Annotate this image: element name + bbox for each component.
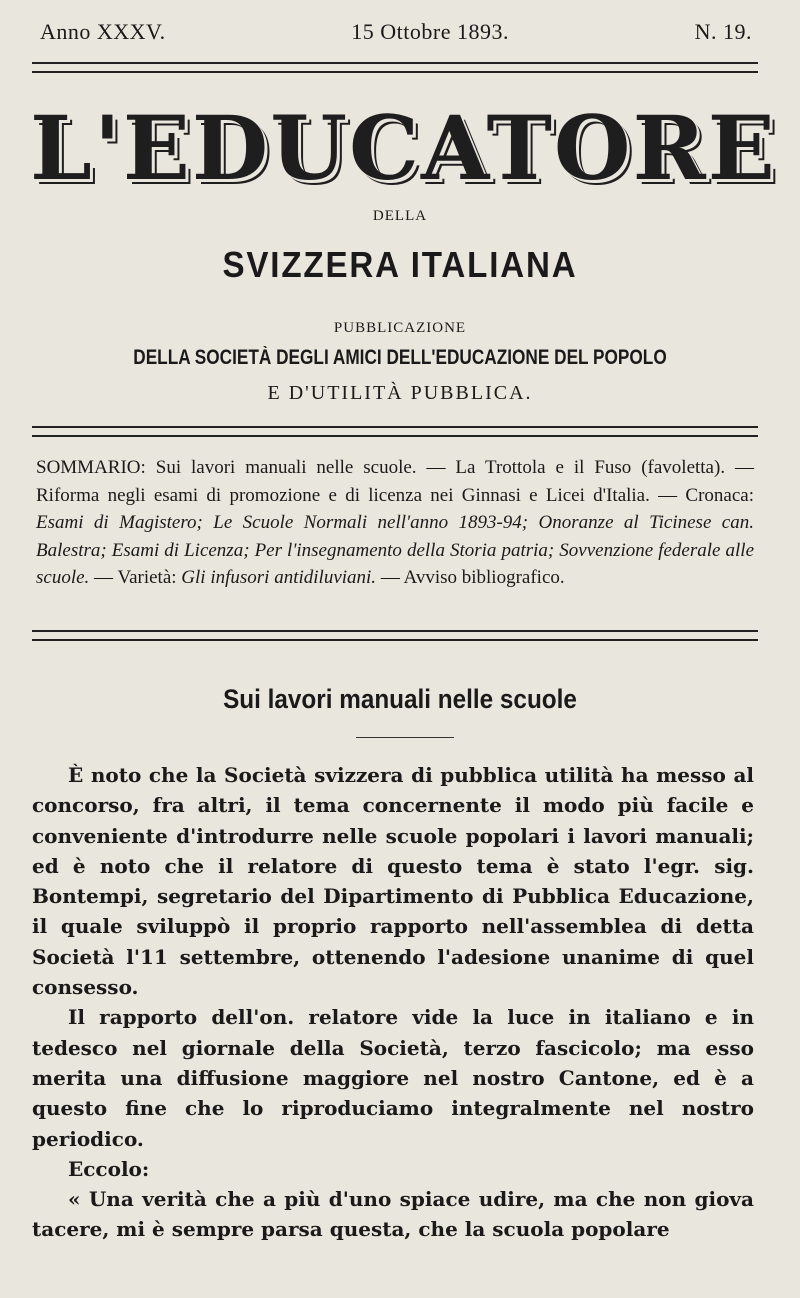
header-divider <box>32 62 758 73</box>
article-paragraph-4: « Una verità che a più d'uno spiace udire, ma che non giova tacere, mi è sempre parsa questa, che la scuola popolare <box>32 1187 754 1242</box>
summary-label: SOMMARIO: <box>36 457 146 478</box>
masthead-publication: PUBBLICAZIONE <box>333 320 467 336</box>
summary-part3: — Varietà: <box>94 567 177 588</box>
summary-part1: Sui lavori manuali nelle scuole. — La Trottola e il Fuso (favoletta). — Riforma negli esami di promozione e di licenza nei Ginnasi e Licei d'Italia. — Cronaca: <box>36 457 754 506</box>
article-title: Sui lavori manuali nelle scuole <box>223 684 577 714</box>
masthead-utility: E D'UTILITÀ PUBBLICA. <box>267 382 533 404</box>
summary-part2: Esami di Magistero; Le Scuole Normali nell'anno 1893-94; Onoranze al Ticinese can. Balestra; Esami di Licenza; Per l'insegnamento della Storia patria; Sovvenzione federale alle scuole. <box>36 512 754 588</box>
masthead-divider <box>32 426 758 437</box>
article-body <box>32 760 754 1245</box>
masthead-della: DELLA <box>372 208 428 224</box>
article-paragraph-1: È noto che la Società svizzera di pubblica utilità ha messo al concorso, fra altri, il tema concernente il modo più facile e conveniente d'introdurre nelle scuole popolari i lavori manuali; ed è noto che il relatore di questo tema è stato l'egr. sig. Bontempi, segretario del Dipartimento di Pubblica Educazione, il quale sviluppò il proprio rapporto nell'assemblea di detta Società l'11 settembre, ottenendo l'adesione unanime di quel consesso. <box>32 763 754 1000</box>
volume-label: Anno XXXV. <box>40 19 166 44</box>
masthead-region: SVIZZERA ITALIANA <box>222 244 578 285</box>
summary-part4: Gli infusori antidiluviani. <box>181 567 377 588</box>
masthead-title: L'EDUCATORE <box>30 96 777 200</box>
article-paragraph-2: Il rapporto dell'on. relatore vide la luce in italiano e in tedesco nel giornale della Società, terzo fascicolo; ma esso merita una diffusione maggiore nel nostro Cantone, ed è a questo fine che lo riproduciamo integralmente nel nostro periodico. <box>32 1005 754 1151</box>
article-paragraph-3: Eccolo: <box>68 1156 150 1181</box>
summary-part5: — Avviso bibliografico. <box>380 567 565 588</box>
masthead-society: DELLA SOCIETÀ DEGLI AMICI DELL'EDUCAZIONE DEL POPOLO <box>133 346 667 369</box>
issue-number: N. 19. <box>694 19 752 44</box>
issue-header <box>40 18 752 46</box>
issue-date: 15 Ottobre 1893. <box>351 19 509 44</box>
title-underline <box>356 737 454 738</box>
summary-divider <box>32 630 758 641</box>
summary-block <box>36 454 754 592</box>
